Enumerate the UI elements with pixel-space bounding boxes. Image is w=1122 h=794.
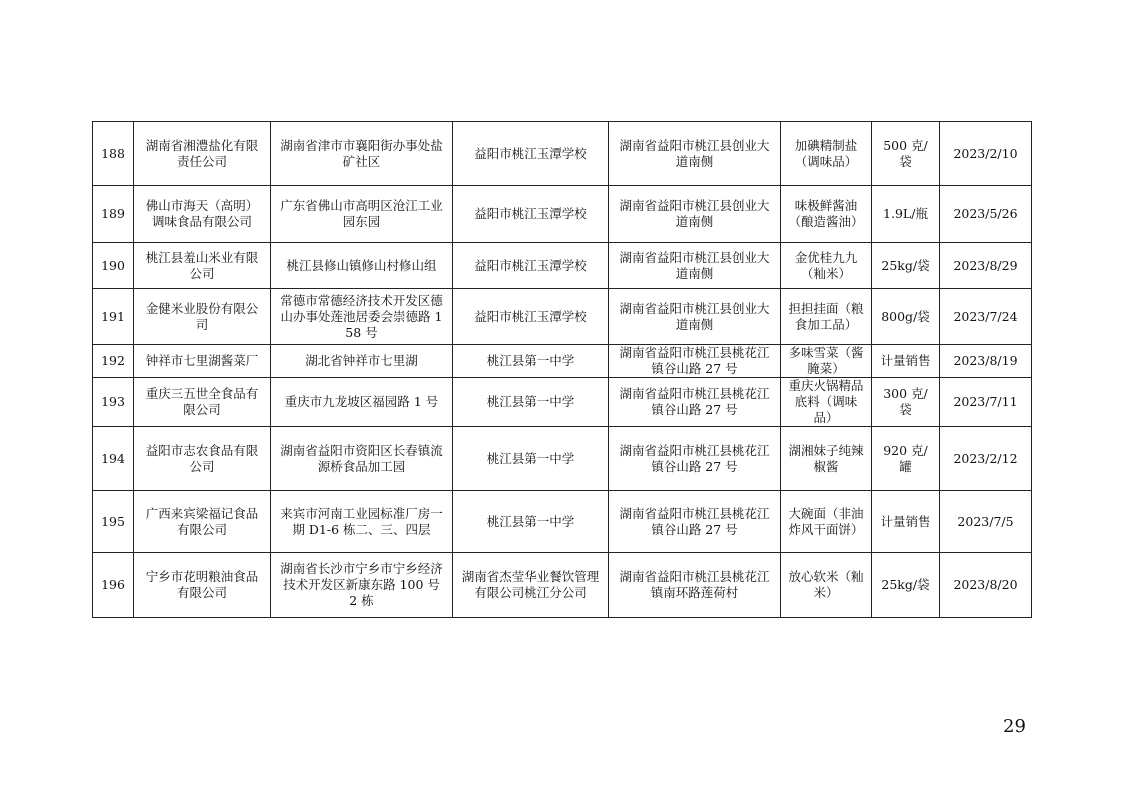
cell-product: 湖湘妹子纯辣椒酱 — [781, 427, 872, 491]
cell-producer: 佛山市海天（高明）调味食品有限公司 — [134, 186, 271, 243]
cell-spec: 计量销售 — [872, 345, 940, 378]
cell-date: 2023/7/11 — [940, 378, 1032, 427]
table-row — [93, 243, 1032, 289]
cell-no: 189 — [93, 186, 134, 243]
cell-product: 放心软米（籼米） — [781, 553, 872, 618]
cell-producer-address: 来宾市河南工业园标准厂房一期 D1-6 栋二、三、四层 — [271, 491, 453, 553]
table-row — [93, 427, 1032, 491]
table-row — [93, 186, 1032, 243]
cell-producer-address: 湖北省钟祥市七里湖 — [271, 345, 453, 378]
cell-producer: 钟祥市七里湖酱菜厂 — [134, 345, 271, 378]
cell-sampled-address: 湖南省益阳市桃江县创业大道南侧 — [609, 122, 781, 186]
product-table — [92, 121, 1032, 618]
cell-no: 193 — [93, 378, 134, 427]
cell-no: 191 — [93, 289, 134, 345]
cell-sampled-address: 湖南省益阳市桃江县桃花江镇谷山路 27 号 — [609, 345, 781, 378]
cell-product: 加碘精制盐（调味品） — [781, 122, 872, 186]
cell-sampled-unit: 益阳市桃江玉潭学校 — [453, 289, 609, 345]
cell-producer-address: 广东省佛山市高明区沧江工业园东园 — [271, 186, 453, 243]
cell-producer: 宁乡市花明粮油食品有限公司 — [134, 553, 271, 618]
cell-producer: 益阳市志农食品有限公司 — [134, 427, 271, 491]
cell-producer: 湖南省湘澧盐化有限责任公司 — [134, 122, 271, 186]
cell-no: 188 — [93, 122, 134, 186]
cell-spec: 25kg/袋 — [872, 243, 940, 289]
cell-date: 2023/8/19 — [940, 345, 1032, 378]
cell-producer-address: 桃江县修山镇修山村修山组 — [271, 243, 453, 289]
cell-sampled-address: 湖南省益阳市桃江县创业大道南侧 — [609, 289, 781, 345]
cell-date: 2023/7/24 — [940, 289, 1032, 345]
cell-sampled-address: 湖南省益阳市桃江县桃花江镇谷山路 27 号 — [609, 378, 781, 427]
cell-spec: 25kg/袋 — [872, 553, 940, 618]
cell-no: 190 — [93, 243, 134, 289]
cell-producer-address: 常德市常德经济技术开发区德山办事处莲池居委会崇德路 158 号 — [271, 289, 453, 345]
cell-date: 2023/8/29 — [940, 243, 1032, 289]
cell-producer: 广西来宾梁福记食品有限公司 — [134, 491, 271, 553]
cell-date: 2023/2/10 — [940, 122, 1032, 186]
table-row — [93, 553, 1032, 618]
cell-sampled-unit: 桃江县第一中学 — [453, 491, 609, 553]
cell-date: 2023/2/12 — [940, 427, 1032, 491]
cell-product: 多味雪菜（酱腌菜） — [781, 345, 872, 378]
cell-no: 196 — [93, 553, 134, 618]
cell-product: 重庆火锅精品底料（调味品） — [781, 378, 872, 427]
cell-sampled-unit: 益阳市桃江玉潭学校 — [453, 243, 609, 289]
table-row — [93, 345, 1032, 378]
cell-sampled-address: 湖南省益阳市桃江县创业大道南侧 — [609, 243, 781, 289]
table-row — [93, 378, 1032, 427]
cell-producer-address: 湖南省长沙市宁乡市宁乡经济技术开发区新康东路 100 号 2 栋 — [271, 553, 453, 618]
cell-sampled-unit: 桃江县第一中学 — [453, 427, 609, 491]
cell-spec: 500 克/袋 — [872, 122, 940, 186]
cell-producer: 金健米业股份有限公司 — [134, 289, 271, 345]
cell-spec: 1.9L/瓶 — [872, 186, 940, 243]
cell-producer: 重庆三五世全食品有限公司 — [134, 378, 271, 427]
cell-date: 2023/8/20 — [940, 553, 1032, 618]
cell-spec: 800g/袋 — [872, 289, 940, 345]
cell-spec: 300 克/袋 — [872, 378, 940, 427]
cell-no: 192 — [93, 345, 134, 378]
cell-sampled-unit: 桃江县第一中学 — [453, 378, 609, 427]
cell-date: 2023/7/5 — [940, 491, 1032, 553]
cell-producer: 桃江县羞山米业有限公司 — [134, 243, 271, 289]
cell-no: 195 — [93, 491, 134, 553]
cell-sampled-address: 湖南省益阳市桃江县创业大道南侧 — [609, 186, 781, 243]
cell-sampled-unit: 益阳市桃江玉潭学校 — [453, 186, 609, 243]
page-number: 29 — [1003, 716, 1026, 737]
cell-product: 金优桂九九（籼米） — [781, 243, 872, 289]
cell-product: 担担挂面（粮食加工品） — [781, 289, 872, 345]
cell-sampled-address: 湖南省益阳市桃江县桃花江镇谷山路 27 号 — [609, 427, 781, 491]
cell-product: 大碗面（非油炸风干面饼） — [781, 491, 872, 553]
cell-spec: 920 克/罐 — [872, 427, 940, 491]
cell-sampled-unit: 益阳市桃江玉潭学校 — [453, 122, 609, 186]
cell-sampled-unit: 湖南省杰莹华业餐饮管理有限公司桃江分公司 — [453, 553, 609, 618]
cell-no: 194 — [93, 427, 134, 491]
table-row — [93, 122, 1032, 186]
cell-producer-address: 湖南省津市市襄阳街办事处盐矿社区 — [271, 122, 453, 186]
table-body — [93, 122, 1032, 618]
cell-producer-address: 湖南省益阳市资阳区长春镇流源桥食品加工园 — [271, 427, 453, 491]
table-row — [93, 289, 1032, 345]
cell-producer-address: 重庆市九龙坡区福园路 1 号 — [271, 378, 453, 427]
cell-spec: 计量销售 — [872, 491, 940, 553]
cell-date: 2023/5/26 — [940, 186, 1032, 243]
cell-sampled-address: 湖南省益阳市桃江县桃花江镇谷山路 27 号 — [609, 491, 781, 553]
cell-product: 味极鲜酱油（酿造酱油） — [781, 186, 872, 243]
cell-sampled-address: 湖南省益阳市桃江县桃花江镇南环路莲荷村 — [609, 553, 781, 618]
table-row — [93, 491, 1032, 553]
cell-sampled-unit: 桃江县第一中学 — [453, 345, 609, 378]
